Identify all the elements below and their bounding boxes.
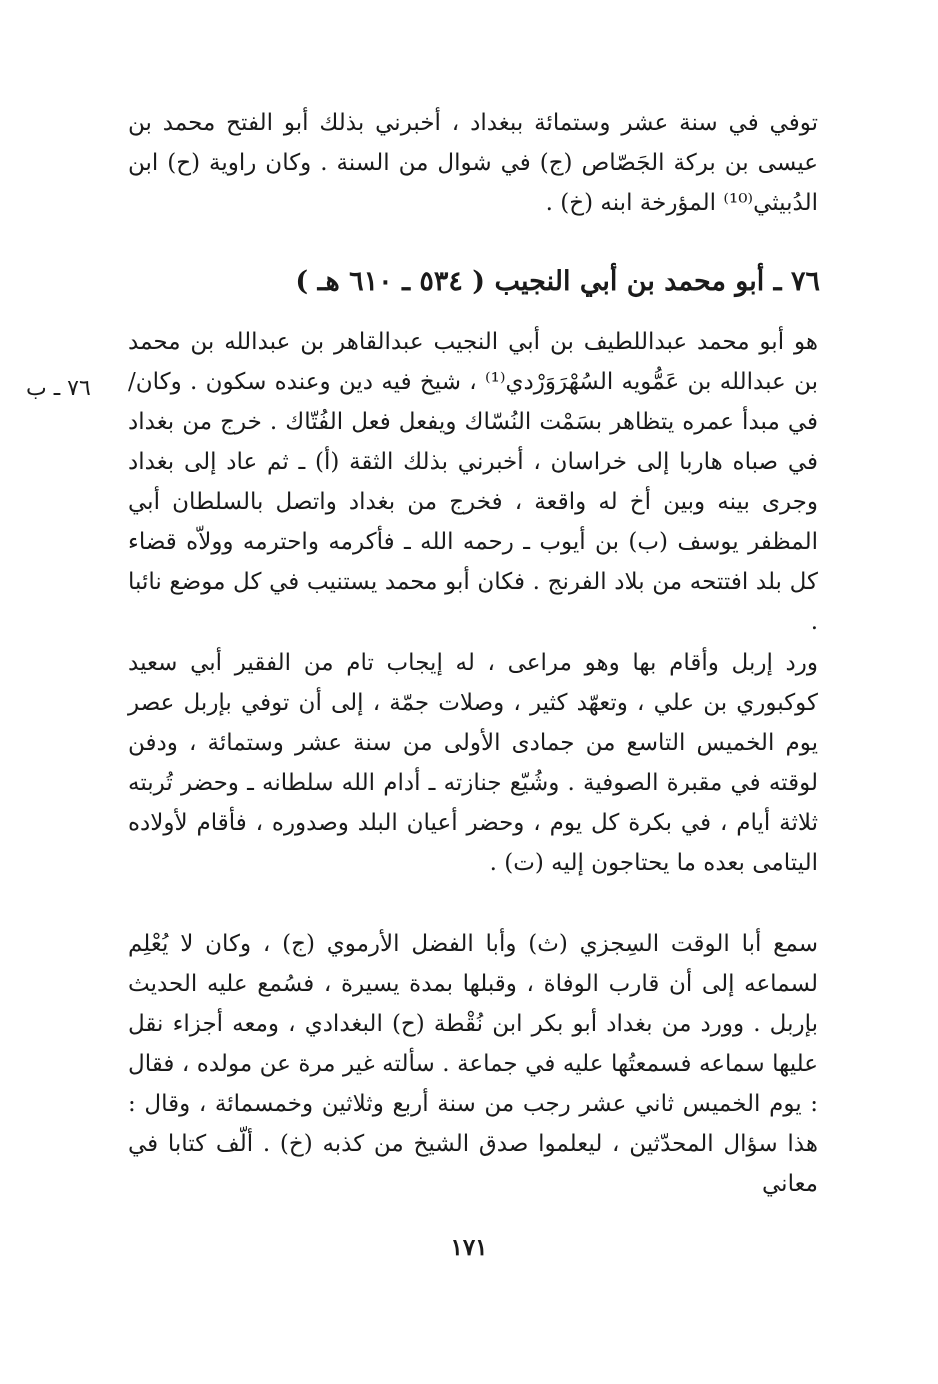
entry-heading: ٧٦ ـ أبو محمد بن أبي النجيب ( ٥٣٤ ـ ٦١٠ هـ ) — [295, 266, 820, 297]
paragraph-continuation — [128, 103, 818, 223]
paragraph-text: سمع أبا الوقت السِجزي (ث) وأبا الفضل الأرموي (ج) ، وكان لا يُعْلِم لسماعه إلى أن قارب الوفاة ، وقبلها بمدة يسيرة ، فسُمع عليه الحديث بإربل . وورد من بغداد أبو بكر ابن نُقْطة (ح) البغدادي ، ومعه أجزاء نقل عليها سماعه فسمعتُها عليه في جماعة . سألته غير مرة عن مولده ، فقال : يوم الخميس ثاني عشر رجب من سنة أربع وثلاثين وخمسمائة ، وقال : هذا سؤال المحدّثين ، ليعلموا صدق الشيخ من كذبه (خ) . ألّف كتابا في معاني — [128, 931, 818, 1197]
margin-folio-note: ٧٦ ـ ب — [26, 376, 91, 401]
paragraph-biography — [128, 322, 818, 642]
paragraph-text: توفي في سنة عشر وستمائة ببغداد ، أخبرني بذلك أبو الفتح محمد بن عيسى بن بركة الجَصّاص (ج) في شوال من السنة . وكان راوية (ح) ابن الدُبيثي⁽¹⁰⁾ المؤرخة ابنه (خ) . — [128, 110, 818, 216]
paragraph-death — [128, 643, 818, 883]
page-number: ١٧١ — [450, 1234, 488, 1261]
paragraph-text: ورد إربل وأقام بها وهو مراعى ، له إيجاب تام من الفقير أبي سعيد كوكبوري بن علي ، وتعهّد كثير ، وصلات جمّة ، إلى أن توفي بإربل عصر يوم الخميس التاسع من جمادى الأولى من سنة عشر وستمائة ، ودفن لوقته في مقبرة الصوفية . وشُيّع جنازته ـ أدام الله سلطانه ـ وحضر تُربته ثلاثة أيام ، في بكرة كل يوم ، وحضر أعيان البلد وصدوره ، فأقام لأولاده اليتامى بعده ما يحتاجون إليه (ت) . — [128, 650, 818, 876]
paragraph-text: هو أبو محمد عبداللطيف بن أبي النجيب عبدالقاهر بن عبدالله بن محمد بن عبدالله بن عَمُّويه السُهْرَوَرْدي⁽¹⁾ ، شيخ فيه دين وعنده سكون . وكان/ في مبدأ عمره يتظاهر بسَمْت النُسّاك ويفعل فعل الفُتّاك . خرج من بغداد في صباه هاربا إلى خراسان ، أخبرني بذلك الثقة (أ) ـ ثم عاد إلى بغداد وجرى بينه وبين أخ له واقعة ، فخرج من بغداد واتصل بالسلطان أبي المظفر يوسف (ب) بن أيوب ـ رحمه الله ـ فأكرمه واحترمه وولاّه قضاء كل بلد افتتحه من بلاد الفرنج . فكان أبو محمد يستنيب في كل موضع نائبا . — [128, 329, 818, 635]
paragraph-hearing — [128, 924, 818, 1204]
